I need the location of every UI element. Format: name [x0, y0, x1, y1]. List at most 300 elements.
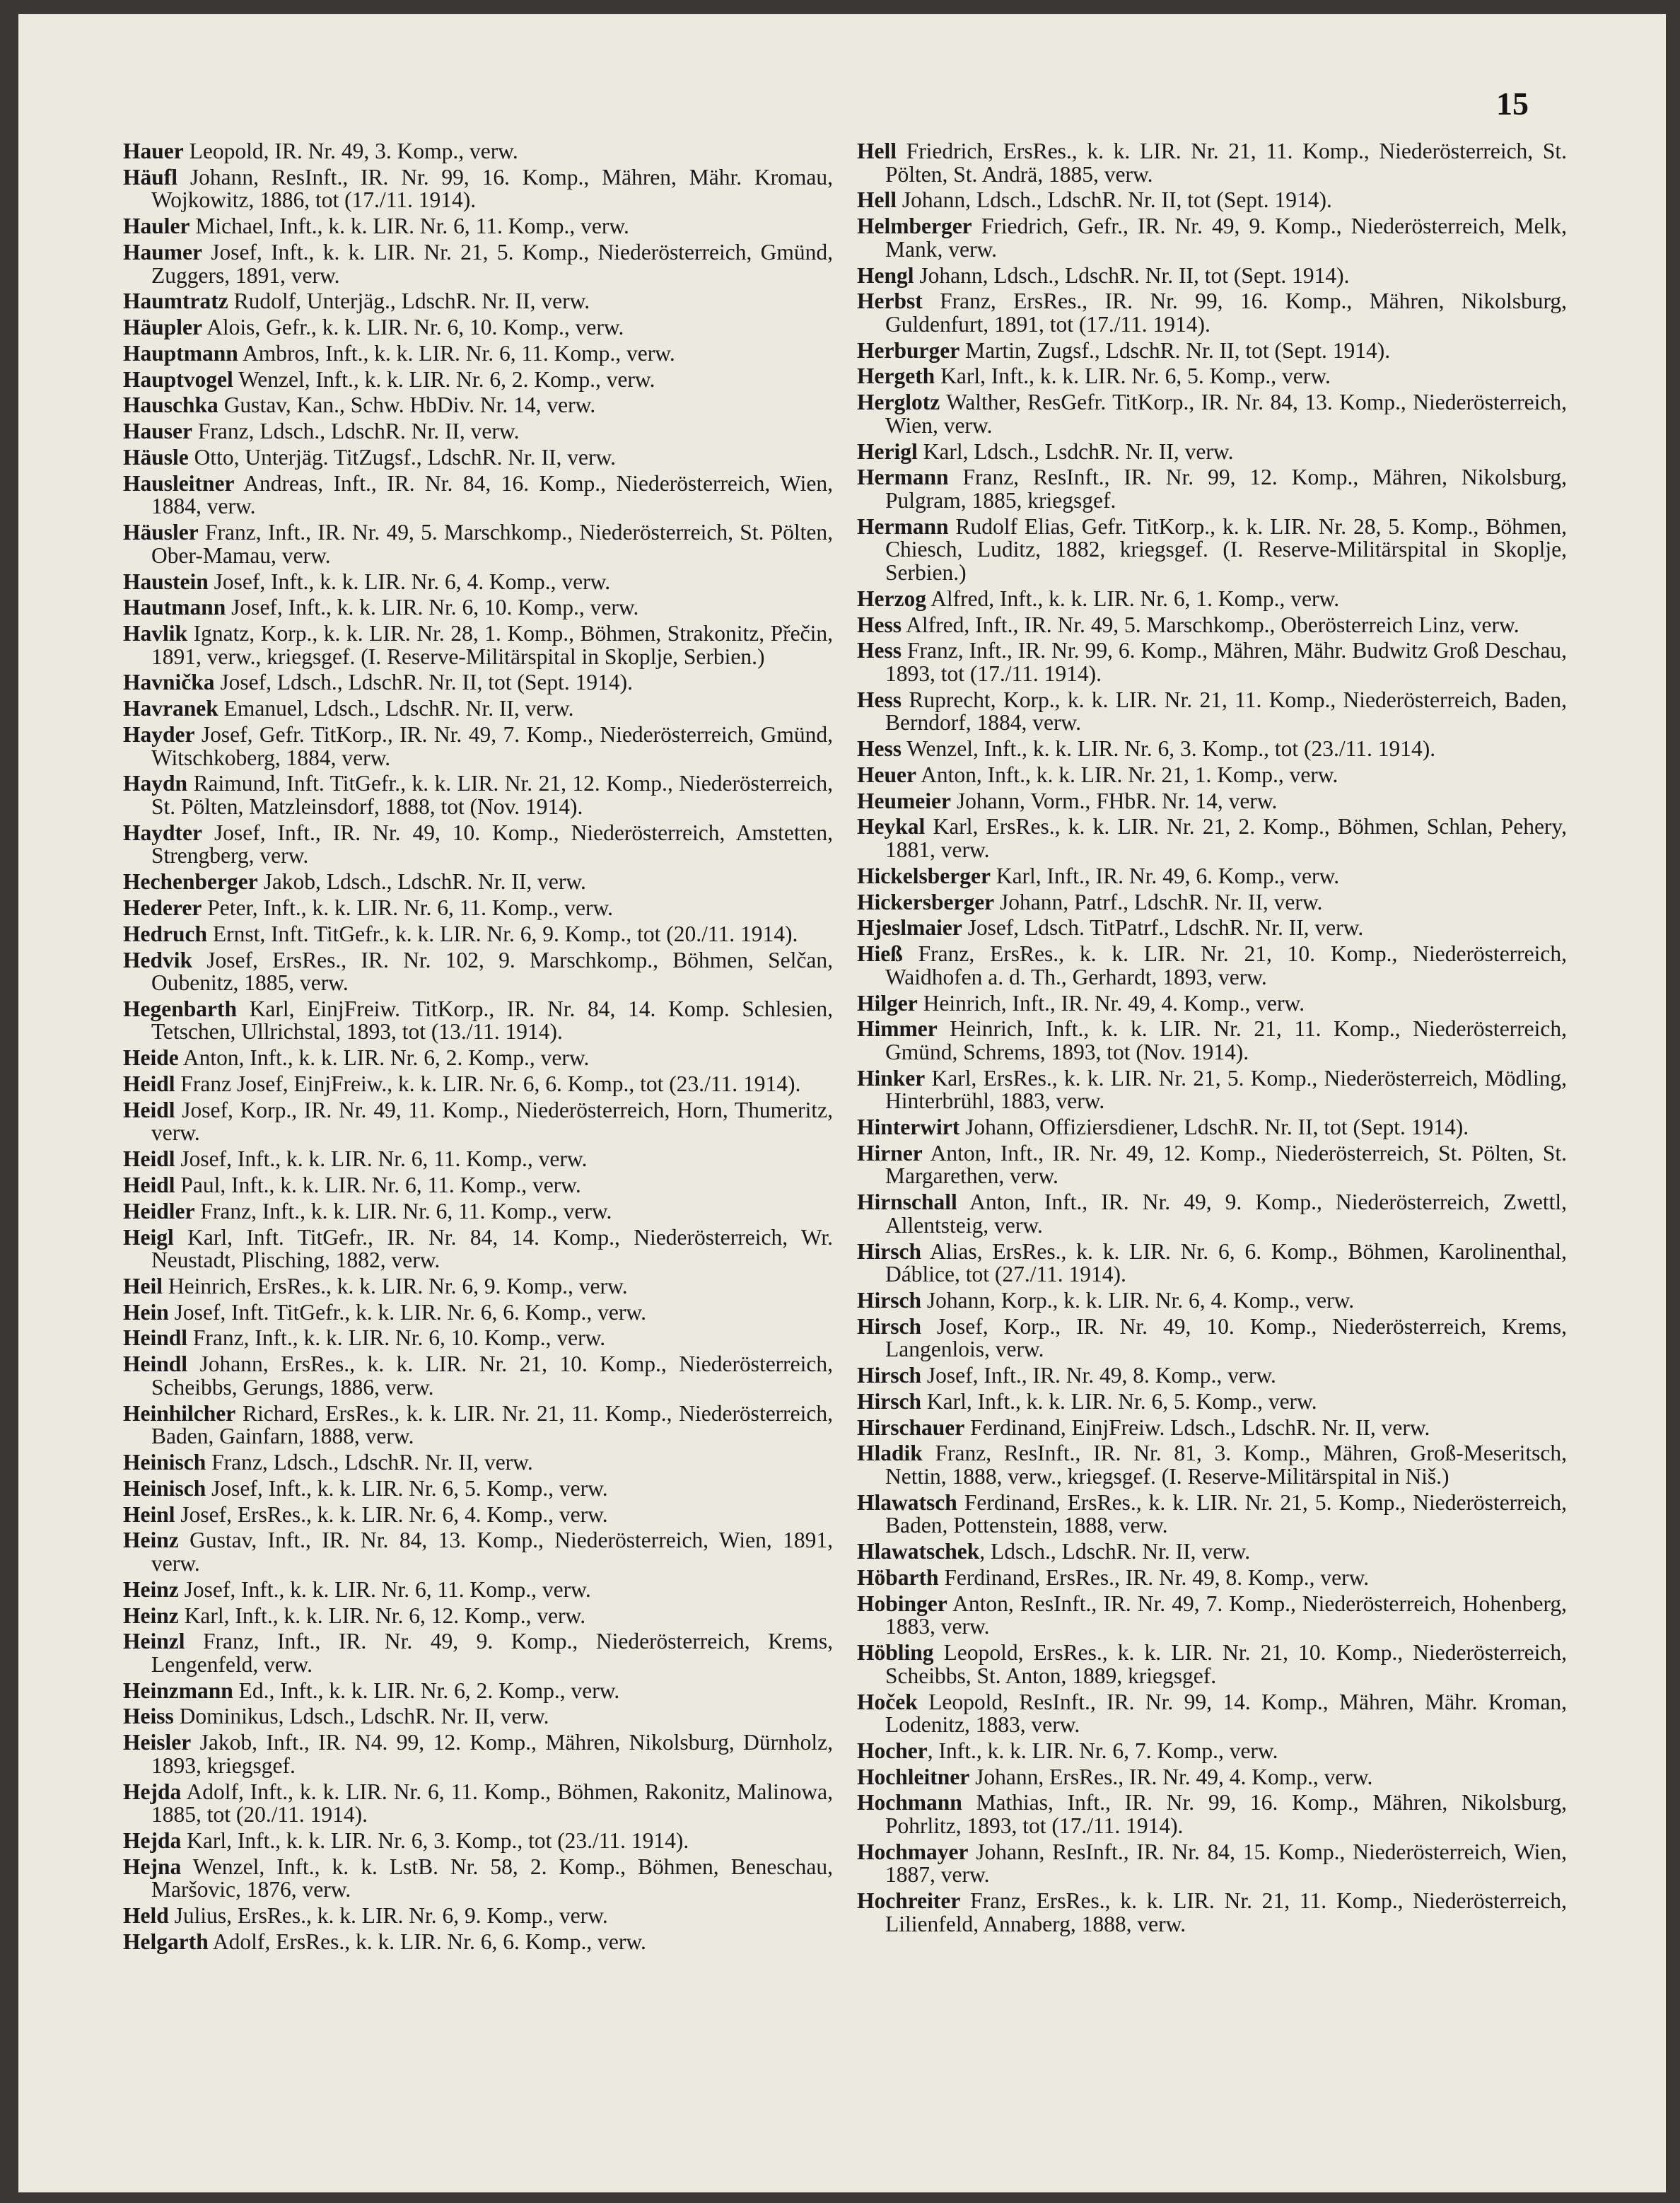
entry-surname: Hlawatschek: [857, 1539, 980, 1564]
entry-details: Franz, Ldsch., LdschR. Nr. II, verw.: [206, 1450, 533, 1475]
casualty-entry: [123, 446, 833, 470]
entry-surname: Hein: [123, 1299, 169, 1325]
entry-details: Josef, Inft. TitGefr., k. k. LIR. Nr. 6, 6. Komp., verw.: [168, 1299, 646, 1325]
entry-surname: Haumtratz: [123, 289, 228, 314]
entry-surname: Heidl: [123, 1071, 175, 1097]
entry-surname: Hieß: [857, 941, 903, 967]
entry-details: Josef, Gefr. TitKorp., IR. Nr. 49, 7. Komp., Niederösterreich, Gmünd, Witschkoberg, 1884, verw.: [151, 722, 833, 770]
casualty-entry: [123, 1529, 833, 1575]
casualty-entry: [123, 923, 833, 946]
entry-details: Josef, Inft., k. k. LIR. Nr. 6, 5. Komp., verw.: [206, 1475, 608, 1501]
entry-details: Franz, ErsRes., k. k. LIR. Nr. 21, 10. Komp., Niederösterreich, Waidhofen a. d. Th., Gerhardt, 1893, verw.: [885, 941, 1567, 989]
entry-details: Julius, ErsRes., k. k. LIR. Nr. 6, 9. Komp., verw.: [168, 1903, 608, 1929]
entry-details: Ferdinand, ErsRes., k. k. LIR. Nr. 21, 5. Komp., Niederösterreich, Baden, Pottenstein, 1888, verw.: [885, 1489, 1567, 1538]
entry-details: Franz, Inft., k. k. LIR. Nr. 6, 10. Komp., verw.: [187, 1325, 606, 1351]
casualty-entry: [123, 166, 833, 212]
casualty-entry: [123, 521, 833, 567]
entry-surname: Heidl: [123, 1097, 175, 1122]
entry-details: Gustav, Kan., Schw. HbDiv. Nr. 14, verw.: [218, 393, 596, 418]
entry-surname: Hengl: [857, 262, 914, 288]
entry-details: Franz, ErsRes., k. k. LIR. Nr. 21, 11. Komp., Niederösterreich, Lilienfeld, Annaberg, 1888, verw.: [885, 1888, 1567, 1936]
entry-surname: Höbarth: [857, 1564, 939, 1590]
entry-surname: Heuer: [857, 762, 916, 787]
entry-details: Ignatz, Korp., k. k. LIR. Nr. 28, 1. Komp., Böhmen, Strakonitz, Přečin, 1891, verw., kriegsgef. (I. Reserve-Militärspital in Skoplje, Serbien.): [151, 621, 833, 669]
entry-surname: Hirsch: [857, 1287, 921, 1313]
entry-surname: Heinz: [123, 1603, 179, 1628]
entry-details: Rudolf, Unterjäg., LdschR. Nr. II, verw.: [228, 289, 590, 314]
entry-surname: Hauler: [123, 214, 190, 239]
casualty-entry: [857, 1641, 1567, 1687]
casualty-entry: [123, 215, 833, 238]
entry-surname: Heidl: [123, 1172, 175, 1197]
entry-details: Karl, Inft., IR. Nr. 49, 6. Komp., verw.: [990, 863, 1340, 888]
casualty-entry: [123, 871, 833, 894]
casualty-entry: [857, 1018, 1567, 1064]
casualty-entry: [123, 368, 833, 392]
casualty-entry: [857, 365, 1567, 388]
entry-surname: Heidl: [123, 1146, 175, 1172]
casualty-entry: [123, 1275, 833, 1298]
casualty-entry: [123, 772, 833, 818]
entry-details: Emanuel, Ldsch., LdschR. Nr. II, verw.: [218, 696, 574, 721]
casualty-entry: [857, 614, 1567, 637]
entry-details: Karl, Ldsch., LsdchR. Nr. II, verw.: [917, 438, 1234, 464]
entry-details: Adolf, ErsRes., k. k. LIR. Nr. 6, 6. Komp., verw.: [208, 1929, 646, 1954]
casualty-entry: [123, 1501, 833, 1527]
casualty-entry: [123, 1705, 833, 1728]
entry-details: Andreas, Inft., IR. Nr. 84, 16. Komp., Niederösterreich, Wien, 1884, verw.: [151, 470, 833, 519]
entry-surname: Hlawatsch: [857, 1489, 957, 1515]
casualty-entry: [123, 596, 833, 620]
entry-surname: Heinzmann: [123, 1678, 233, 1703]
entry-details: Wenzel, Inft., k. k. LIR. Nr. 6, 3. Komp., tot (23./11. 1914).: [902, 736, 1436, 762]
entry-surname: Hladik: [857, 1441, 923, 1466]
entry-surname: Häufl: [123, 164, 178, 190]
entry-surname: Hechenberger: [123, 869, 258, 895]
entry-details: Otto, Unterjäg. TitZugsf., LdschR. Nr. II, verw.: [188, 445, 617, 470]
casualty-entry: [857, 1890, 1567, 1936]
entry-details: Josef, Inft., k. k. LIR. Nr. 6, 11. Komp., verw.: [175, 1146, 588, 1172]
entry-surname: Hickelsberger: [857, 863, 991, 888]
casualty-entry: [857, 764, 1567, 787]
entry-details: Heinrich, ErsRes., k. k. LIR. Nr. 6, 9. Komp., verw.: [163, 1273, 628, 1298]
entry-details: Josef, ErsRes., IR. Nr. 102, 9. Marschkomp., Böhmen, Selčan, Oubenitz, 1885, verw.: [151, 947, 833, 996]
casualty-entry: [857, 438, 1567, 464]
casualty-entry: [123, 571, 833, 594]
entry-details: Leopold, IR. Nr. 49, 3. Komp., verw.: [183, 139, 518, 163]
entry-details: Ed., Inft., k. k. LIR. Nr. 6, 2. Komp., verw.: [233, 1678, 620, 1703]
entry-surname: Hejda: [123, 1827, 182, 1853]
casualty-entry: [857, 689, 1567, 735]
entry-details: Anton, Inft., IR. Nr. 49, 9. Komp., Niederösterreich, Zwettl, Allentsteig, verw.: [885, 1190, 1567, 1238]
casualty-entry: [857, 215, 1567, 261]
entry-details: Karl, Inft., k. k. LIR. Nr. 6, 12. Komp., verw.: [178, 1603, 586, 1628]
casualty-entry: [857, 513, 1567, 585]
entry-details: Josef, Korp., IR. Nr. 49, 10. Komp., Niederösterreich, Krems, Langenlois, verw.: [885, 1313, 1567, 1362]
entry-surname: Häusler: [123, 520, 199, 545]
casualty-entry: [123, 1731, 833, 1777]
right-column: [857, 140, 1567, 1936]
entry-surname: Heinzl: [123, 1629, 185, 1654]
entry-details: Karl, Inft., k. k. LIR. Nr. 6, 5. Komp., verw.: [935, 364, 1331, 389]
casualty-entry: [123, 316, 833, 339]
entry-surname: Heigl: [123, 1224, 174, 1250]
casualty-entry: [123, 394, 833, 417]
entry-surname: Havranek: [123, 696, 218, 721]
entry-details: Richard, ErsRes., k. k. LIR. Nr. 21, 11. Komp., Niederösterreich, Baden, Gainfarn, 1888, verw.: [151, 1400, 833, 1449]
entry-details: Ferdinand, ErsRes., IR. Nr. 49, 8. Komp., verw.: [938, 1564, 1370, 1590]
entry-details: Jakob, Inft., IR. N4. 99, 12. Komp., Mähren, Nikolsburg, Dürnholz, 1893, kriegsgef.: [151, 1730, 833, 1778]
entry-details: Adolf, Inft., k. k. LIR. Nr. 6, 11. Komp., Böhmen, Rakonitz, Malinowa, 1885, tot (20./11. 1914).: [151, 1779, 833, 1827]
entry-details: Karl, Inft., k. k. LIR. Nr. 6, 5. Komp., verw.: [921, 1388, 1317, 1414]
entry-surname: Hergeth: [857, 364, 935, 389]
entry-details: Mathias, Inft., IR. Nr. 99, 16. Komp., Mähren, Nikolsburg, Pohrlitz, 1893, tot (17./11. 1914).: [885, 1790, 1567, 1839]
entry-details: Leopold, ResInft., IR. Nr. 99, 14. Komp., Mähren, Mähr. Kroman, Lodenitz, 1883, verw.: [885, 1689, 1567, 1738]
entry-details: Johann, Offiziersdiener, LdschR. Nr. II, tot (Sept. 1914).: [959, 1115, 1469, 1140]
entry-details: Johann, ErsRes., IR. Nr. 49, 4. Komp., verw.: [969, 1764, 1373, 1789]
casualty-entry: [123, 1477, 833, 1501]
entry-details: Paul, Inft., k. k. LIR. Nr. 6, 11. Komp., verw.: [175, 1172, 581, 1197]
entry-surname: Heiss: [123, 1704, 174, 1729]
entry-details: Franz, Inft., IR. Nr. 99, 6. Komp., Mähren, Mähr. Budwitz Groß Deschau, 1893, tot (17./11. 1914).: [885, 638, 1567, 686]
entry-surname: Hirner: [857, 1140, 923, 1166]
casualty-entry: [857, 1740, 1567, 1763]
casualty-entry: [123, 342, 833, 366]
casualty-entry: [123, 998, 833, 1044]
entry-surname: Hejna: [123, 1854, 182, 1879]
entry-details: Johann, Patrf., LdschR. Nr. II, verw.: [994, 889, 1323, 914]
entry-surname: Herbst: [857, 289, 923, 314]
entry-details: Peter, Inft., k. k. LIR. Nr. 6, 11. Komp., verw.: [202, 895, 614, 920]
casualty-entry: [857, 391, 1567, 437]
entry-details: Johann, ErsRes., k. k. LIR. Nr. 21, 10. Komp., Niederösterreich, Scheibbs, Gerungs, 1886, verw.: [151, 1352, 833, 1400]
entry-surname: Hirschauer: [857, 1414, 965, 1440]
casualty-entry: [123, 1856, 833, 1902]
entry-surname: Heindl: [123, 1352, 188, 1377]
entry-surname: Hochmayer: [857, 1839, 969, 1864]
entry-surname: Hess: [857, 612, 902, 637]
casualty-entry: [123, 1680, 833, 1703]
entry-details: Johann, Ldsch., LdschR. Nr. II, tot (Sept. 1914).: [897, 187, 1332, 213]
casualty-entry: [123, 472, 833, 518]
entry-surname: Hausleitner: [123, 470, 235, 496]
casualty-entry: [857, 1289, 1567, 1313]
casualty-entry: [123, 1827, 833, 1853]
entry-details: Josef, Ldsch., LdschR. Nr. II, tot (Sept. 1914).: [214, 670, 633, 695]
entry-surname: Hautmann: [123, 595, 226, 620]
casualty-entry: [123, 1148, 833, 1171]
casualty-entry: [857, 290, 1567, 336]
casualty-entry: [123, 1226, 833, 1272]
entry-surname: Heinisch: [123, 1475, 206, 1501]
entry-surname: Hinker: [857, 1065, 926, 1091]
entry-details: Josef, Inft., k. k. LIR. Nr. 6, 11. Komp., verw.: [178, 1576, 591, 1602]
entry-surname: Herburger: [857, 337, 960, 363]
casualty-entry: [123, 671, 833, 694]
casualty-entry: [857, 1116, 1567, 1139]
entry-details: Jakob, Ldsch., LdschR. Nr. II, verw.: [257, 869, 586, 895]
entry-details: Raimund, Inft. TitGefr., k. k. LIR. Nr. 21, 12. Komp., Niederösterreich, St. Pölten, Matzleinsdorf, 1888, tot (Nov. 1914).: [151, 771, 833, 819]
casualty-entry: [123, 822, 833, 868]
entry-surname: Heumeier: [857, 788, 951, 813]
entry-surname: Hell: [857, 187, 897, 213]
casualty-entry: [857, 1566, 1567, 1590]
entry-surname: Helmberger: [857, 214, 972, 239]
entry-surname: Hirsch: [857, 1363, 921, 1388]
casualty-entry: [123, 1327, 833, 1350]
casualty-entry: [857, 992, 1567, 1016]
casualty-entry: [857, 1142, 1567, 1188]
casualty-entry: [857, 1593, 1567, 1639]
entry-details: Johann, ResInft., IR. Nr. 99, 16. Komp., Mähren, Mähr. Kromau, Wojkowitz, 1886, tot (17./11. 1914).: [151, 164, 833, 213]
entry-details: Anton, Inft., k. k. LIR. Nr. 21, 1. Komp., verw.: [916, 762, 1338, 787]
entry-surname: Hobinger: [857, 1591, 947, 1616]
casualty-entry: [857, 588, 1567, 611]
entry-surname: Heidler: [123, 1198, 195, 1223]
entry-details: Franz, Inft., IR. Nr. 49, 5. Marschkomp., Niederösterreich, St. Pölten, Ober-Mamau, verw.: [151, 520, 833, 568]
casualty-entry: [123, 723, 833, 769]
entry-surname: Hilger: [857, 990, 918, 1016]
entry-surname: Hayder: [123, 722, 195, 748]
entry-details: Martin, Zugsf., LdschR. Nr. II, tot (Sept. 1914).: [959, 337, 1391, 363]
entry-details: Ruprecht, Korp., k. k. LIR. Nr. 21, 11. Komp., Niederösterreich, Baden, Berndorf, 1884, verw.: [885, 687, 1567, 736]
entry-surname: Hermann: [857, 513, 949, 539]
entry-details: Franz, Inft., k. k. LIR. Nr. 6, 11. Komp., verw.: [194, 1198, 612, 1223]
casualty-entry: [857, 1442, 1567, 1488]
entry-surname: Höbling: [857, 1640, 934, 1666]
entry-surname: Herigl: [857, 438, 918, 464]
entry-surname: Hejda: [123, 1779, 182, 1804]
entry-details: Friedrich, Gefr., IR. Nr. 49, 9. Komp., Niederösterreich, Melk, Mank, verw.: [885, 214, 1567, 262]
entry-surname: Hell: [857, 139, 897, 163]
casualty-entry: [857, 815, 1567, 861]
casualty-entry: [857, 790, 1567, 813]
entry-surname: Held: [123, 1903, 169, 1929]
entry-surname: Hauptmann: [123, 340, 238, 366]
entry-surname: Hauer: [123, 139, 184, 163]
entry-details: Anton, Inft., IR. Nr. 49, 12. Komp., Niederösterreich, St. Pölten, St. Margarethen, verw.: [885, 1140, 1567, 1189]
entry-surname: Hegenbarth: [123, 996, 237, 1021]
entry-surname: Hess: [857, 687, 902, 712]
casualty-entry: [123, 697, 833, 721]
entry-details: Franz, ErsRes., IR. Nr. 99, 16. Komp., Mähren, Nikolsburg, Guldenfurt, 1891, tot (17./11. 1914).: [885, 289, 1567, 337]
casualty-entry: [857, 1766, 1567, 1789]
casualty-entry: [123, 1073, 833, 1096]
entry-details: Franz, Ldsch., LdschR. Nr. II, verw.: [192, 419, 520, 444]
entry-surname: Hirnschall: [857, 1190, 957, 1215]
entry-details: Leopold, ErsRes., k. k. LIR. Nr. 21, 10. Komp., Niederösterreich, Scheibbs, St. Anton, 1889, kriegsgef.: [885, 1640, 1567, 1688]
entry-details: Karl, Inft., k. k. LIR. Nr. 6, 3. Komp., tot (23./11. 1914).: [181, 1827, 689, 1853]
entry-surname: Hirsch: [857, 1388, 921, 1414]
page-number: 15: [1496, 86, 1529, 122]
entry-details: Ferdinand, EinjFreiw. Ldsch., LdschR. Nr. II, verw.: [964, 1414, 1430, 1440]
casualty-entry: [857, 1315, 1567, 1361]
entry-surname: Häupler: [123, 315, 203, 340]
entry-surname: Hochreiter: [857, 1888, 961, 1914]
entry-details: Anton, ResInft., IR. Nr. 49, 7. Komp., Niederösterreich, Hohenberg, 1883, verw.: [885, 1591, 1567, 1639]
casualty-entry: [857, 1691, 1567, 1737]
entry-surname: Hermann: [857, 465, 949, 490]
casualty-entry: [123, 1301, 833, 1325]
entry-surname: Hauschka: [123, 393, 218, 418]
entry-surname: Hederer: [123, 895, 202, 920]
casualty-entry: [857, 189, 1567, 212]
casualty-entry: [857, 140, 1567, 186]
entry-details: Josef, ErsRes., k. k. LIR. Nr. 6, 4. Komp., verw.: [175, 1501, 608, 1527]
scanned-page: [18, 14, 1666, 2192]
casualty-entry: [123, 1931, 833, 1954]
left-column: [123, 140, 833, 1954]
casualty-entry: [857, 943, 1567, 989]
casualty-entry: [857, 466, 1567, 512]
entry-surname: Hickersberger: [857, 889, 995, 914]
entry-details: Karl, ErsRes., k. k. LIR. Nr. 21, 2. Komp., Böhmen, Schlan, Pehery, 1881, verw.: [885, 814, 1567, 862]
casualty-entry: [123, 1047, 833, 1070]
casualty-entry: [857, 1191, 1567, 1237]
entry-surname: Hocher: [857, 1738, 928, 1763]
entry-surname: Heykal: [857, 814, 926, 839]
entry-surname: Haumer: [123, 239, 202, 265]
entry-details: Ambros, Inft., k. k. LIR. Nr. 6, 11. Komp., verw.: [238, 340, 675, 366]
entry-surname: Heisler: [123, 1730, 192, 1755]
casualty-entry: [857, 917, 1567, 940]
entry-surname: Hirsch: [857, 1313, 921, 1339]
entry-details: , Ldsch., LdschR. Nr. II, verw.: [979, 1539, 1251, 1564]
casualty-entry: [123, 1353, 833, 1399]
entry-surname: Hauser: [123, 419, 192, 444]
casualty-entry: [857, 1067, 1567, 1113]
entry-surname: Havlik: [123, 621, 188, 646]
entry-details: Alfred, Inft., IR. Nr. 49, 5. Marschkomp., Oberösterreich Linz, verw.: [902, 612, 1519, 637]
casualty-entry: [123, 241, 833, 287]
casualty-entry: [123, 1781, 833, 1827]
entry-details: Alois, Gefr., k. k. LIR. Nr. 6, 10. Komp., verw.: [202, 315, 624, 340]
casualty-entry: [123, 1099, 833, 1145]
entry-surname: Hauptvogel: [123, 366, 233, 392]
entry-details: Friedrich, ErsRes., k. k. LIR. Nr. 21, 11. Komp., Niederösterreich, St. Pölten, St. Andrä, 1885, verw.: [885, 139, 1567, 187]
casualty-entry: [857, 1841, 1567, 1887]
entry-details: Heinrich, Inft., IR. Nr. 49, 4. Komp., verw.: [917, 990, 1305, 1016]
casualty-entry: [857, 339, 1567, 363]
entry-details: Johann, Korp., k. k. LIR. Nr. 6, 4. Komp., verw.: [921, 1287, 1355, 1313]
entry-details: Josef, Inft., k. k. LIR. Nr. 6, 4. Komp., verw.: [208, 569, 611, 594]
casualty-entry: [857, 1540, 1567, 1564]
entry-surname: Haydter: [123, 820, 202, 845]
entry-details: Karl, ErsRes., k. k. LIR. Nr. 21, 5. Komp., Niederösterreich, Mödling, Hinterbrühl, 1883, verw.: [885, 1065, 1567, 1114]
entry-details: Josef, Inft., k. k. LIR. Nr. 21, 5. Komp., Niederösterreich, Gmünd, Zuggers, 1891, verw.: [151, 239, 833, 288]
casualty-entry: [123, 1905, 833, 1928]
casualty-entry: [123, 1200, 833, 1223]
entry-details: Johann, ResInft., IR. Nr. 84, 15. Komp., Niederösterreich, Wien, 1887, verw.: [885, 1839, 1567, 1888]
entry-details: Josef, Inft., IR. Nr. 49, 10. Komp., Niederösterreich, Amstetten, Strengberg, verw.: [151, 820, 833, 868]
entry-details: Josef, Ldsch. TitPatrf., LdschR. Nr. II, verw.: [962, 915, 1364, 941]
entry-surname: Havnička: [123, 670, 215, 695]
entry-details: Heinrich, Inft., k. k. LIR. Nr. 21, 11. Komp., Niederösterreich, Gmünd, Schrems, 1893, tot (Nov. 1914).: [885, 1016, 1567, 1064]
entry-details: Karl, EinjFreiw. TitKorp., IR. Nr. 84, 14. Komp. Schlesien, Tetschen, Ullrichstal, 1893, tot (13./11. 1914).: [151, 996, 833, 1045]
casualty-entry: [123, 1605, 833, 1628]
entry-surname: Haustein: [123, 569, 209, 594]
casualty-entry: [123, 1630, 833, 1676]
entry-surname: Herglotz: [857, 390, 940, 415]
entry-surname: Heindl: [123, 1325, 188, 1351]
casualty-entry: [123, 897, 833, 920]
entry-details: Josef, Korp., IR. Nr. 49, 11. Komp., Niederösterreich, Horn, Thumeritz, verw.: [151, 1097, 833, 1146]
casualty-entry: [857, 891, 1567, 914]
entry-surname: Hinterwirt: [857, 1115, 960, 1140]
casualty-entry: [857, 1364, 1567, 1388]
entry-details: Alias, ErsRes., k. k. LIR. Nr. 6, 6. Komp., Böhmen, Karolinenthal, Dáblice, tot (27./11. 1914).: [885, 1238, 1567, 1287]
entry-details: Alfred, Inft., k. k. LIR. Nr. 6, 1. Komp., verw.: [926, 586, 1340, 611]
entry-details: Anton, Inft., k. k. LIR. Nr. 6, 2. Komp., verw.: [178, 1045, 590, 1071]
entry-details: Johann, Vorm., FHbR. Nr. 14, verw.: [950, 788, 1278, 813]
entry-surname: Hedvik: [123, 947, 193, 972]
casualty-entry: [857, 1489, 1567, 1538]
entry-details: Johann, Ldsch., LdschR. Nr. II, tot (Sept. 1914).: [914, 262, 1350, 288]
casualty-entry: [857, 738, 1567, 761]
casualty-entry: [123, 1402, 833, 1448]
casualty-entry: [857, 1791, 1567, 1837]
casualty-entry: [123, 290, 833, 313]
entry-details: Josef, Inft., IR. Nr. 49, 8. Komp., verw.: [921, 1363, 1276, 1388]
entry-details: Dominikus, Ldsch., LdschR. Nr. II, verw.: [173, 1704, 549, 1729]
entry-details: Rudolf Elias, Gefr. TitKorp., k. k. LIR. Nr. 28, 5. Komp., Böhmen, Chiesch, Luditz, 1882, kriegsgef. (I. Reserve-Militärspital in Skoplje, Serbien.): [885, 513, 1567, 585]
entry-surname: Hess: [857, 638, 902, 663]
entry-surname: Hirsch: [857, 1238, 921, 1264]
entry-details: Walther, ResGefr. TitKorp., IR. Nr. 84, 13. Komp., Niederösterreich, Wien, verw.: [885, 390, 1567, 438]
entry-surname: Hedruch: [123, 921, 208, 946]
entry-details: Franz, Inft., IR. Nr. 49, 9. Komp., Niederösterreich, Krems, Lengenfeld, verw.: [151, 1629, 833, 1677]
entry-surname: Helgarth: [123, 1929, 209, 1954]
entry-surname: Hess: [857, 736, 902, 762]
entry-surname: Heinhilcher: [123, 1400, 236, 1426]
entry-surname: Himmer: [857, 1016, 938, 1042]
entry-details: Franz, ResInft., IR. Nr. 99, 12. Komp., Mähren, Nikolsburg, Pulgram, 1885, kriegsgef.: [885, 465, 1567, 513]
casualty-entry: [123, 1451, 833, 1475]
casualty-entry: [857, 639, 1567, 685]
entry-surname: Hochleitner: [857, 1764, 970, 1789]
entry-details: Ernst, Inft. TitGefr., k. k. LIR. Nr. 6, 9. Komp., tot (20./11. 1914).: [207, 921, 798, 946]
casualty-entry: [857, 1414, 1567, 1440]
casualty-entry: [123, 420, 833, 443]
entry-surname: Hochmann: [857, 1790, 962, 1815]
entry-details: , Inft., k. k. LIR. Nr. 6, 7. Komp., verw.: [927, 1738, 1278, 1763]
entry-surname: Heide: [123, 1045, 179, 1071]
entry-details: Wenzel, Inft., k. k. LstB. Nr. 58, 2. Komp., Böhmen, Beneschau, Maršovic, 1876, verw.: [151, 1854, 833, 1902]
casualty-entry: [123, 1174, 833, 1197]
entry-surname: Hjeslmaier: [857, 915, 962, 941]
entry-surname: Heinl: [123, 1501, 175, 1527]
entry-details: Franz, ResInft., IR. Nr. 81, 3. Komp., Mähren, Groß-Meseritsch, Nettin, 1888, verw., kriegsgef. (I. Reserve-Militärspital in Niš.): [885, 1441, 1567, 1489]
entry-details: Gustav, Inft., IR. Nr. 84, 13. Komp., Niederösterreich, Wien, 1891, verw.: [151, 1528, 833, 1576]
casualty-entry: [857, 1240, 1567, 1286]
entry-surname: Heinisch: [123, 1450, 206, 1475]
entry-surname: Haydn: [123, 771, 188, 796]
casualty-entry: [857, 262, 1567, 288]
casualty-entry: [123, 622, 833, 668]
casualty-entry: [857, 865, 1567, 888]
entry-surname: Heinz: [123, 1528, 179, 1553]
entry-details: Josef, Inft., k. k. LIR. Nr. 6, 10. Komp., verw.: [226, 595, 639, 620]
casualty-entry: [857, 1390, 1567, 1414]
entry-surname: Herzog: [857, 586, 926, 611]
entry-details: Franz Josef, EinjFreiw., k. k. LIR. Nr. 6, 6. Komp., tot (23./11. 1914).: [175, 1071, 801, 1097]
casualty-entry: [123, 140, 833, 163]
entry-surname: Häusle: [123, 445, 189, 470]
entry-surname: Hoček: [857, 1689, 918, 1714]
entry-details: Wenzel, Inft., k. k. LIR. Nr. 6, 2. Komp., verw.: [233, 366, 655, 392]
entry-details: Michael, Inft., k. k. LIR. Nr. 6, 11. Komp., verw.: [189, 214, 629, 239]
casualty-entry: [123, 1576, 833, 1602]
